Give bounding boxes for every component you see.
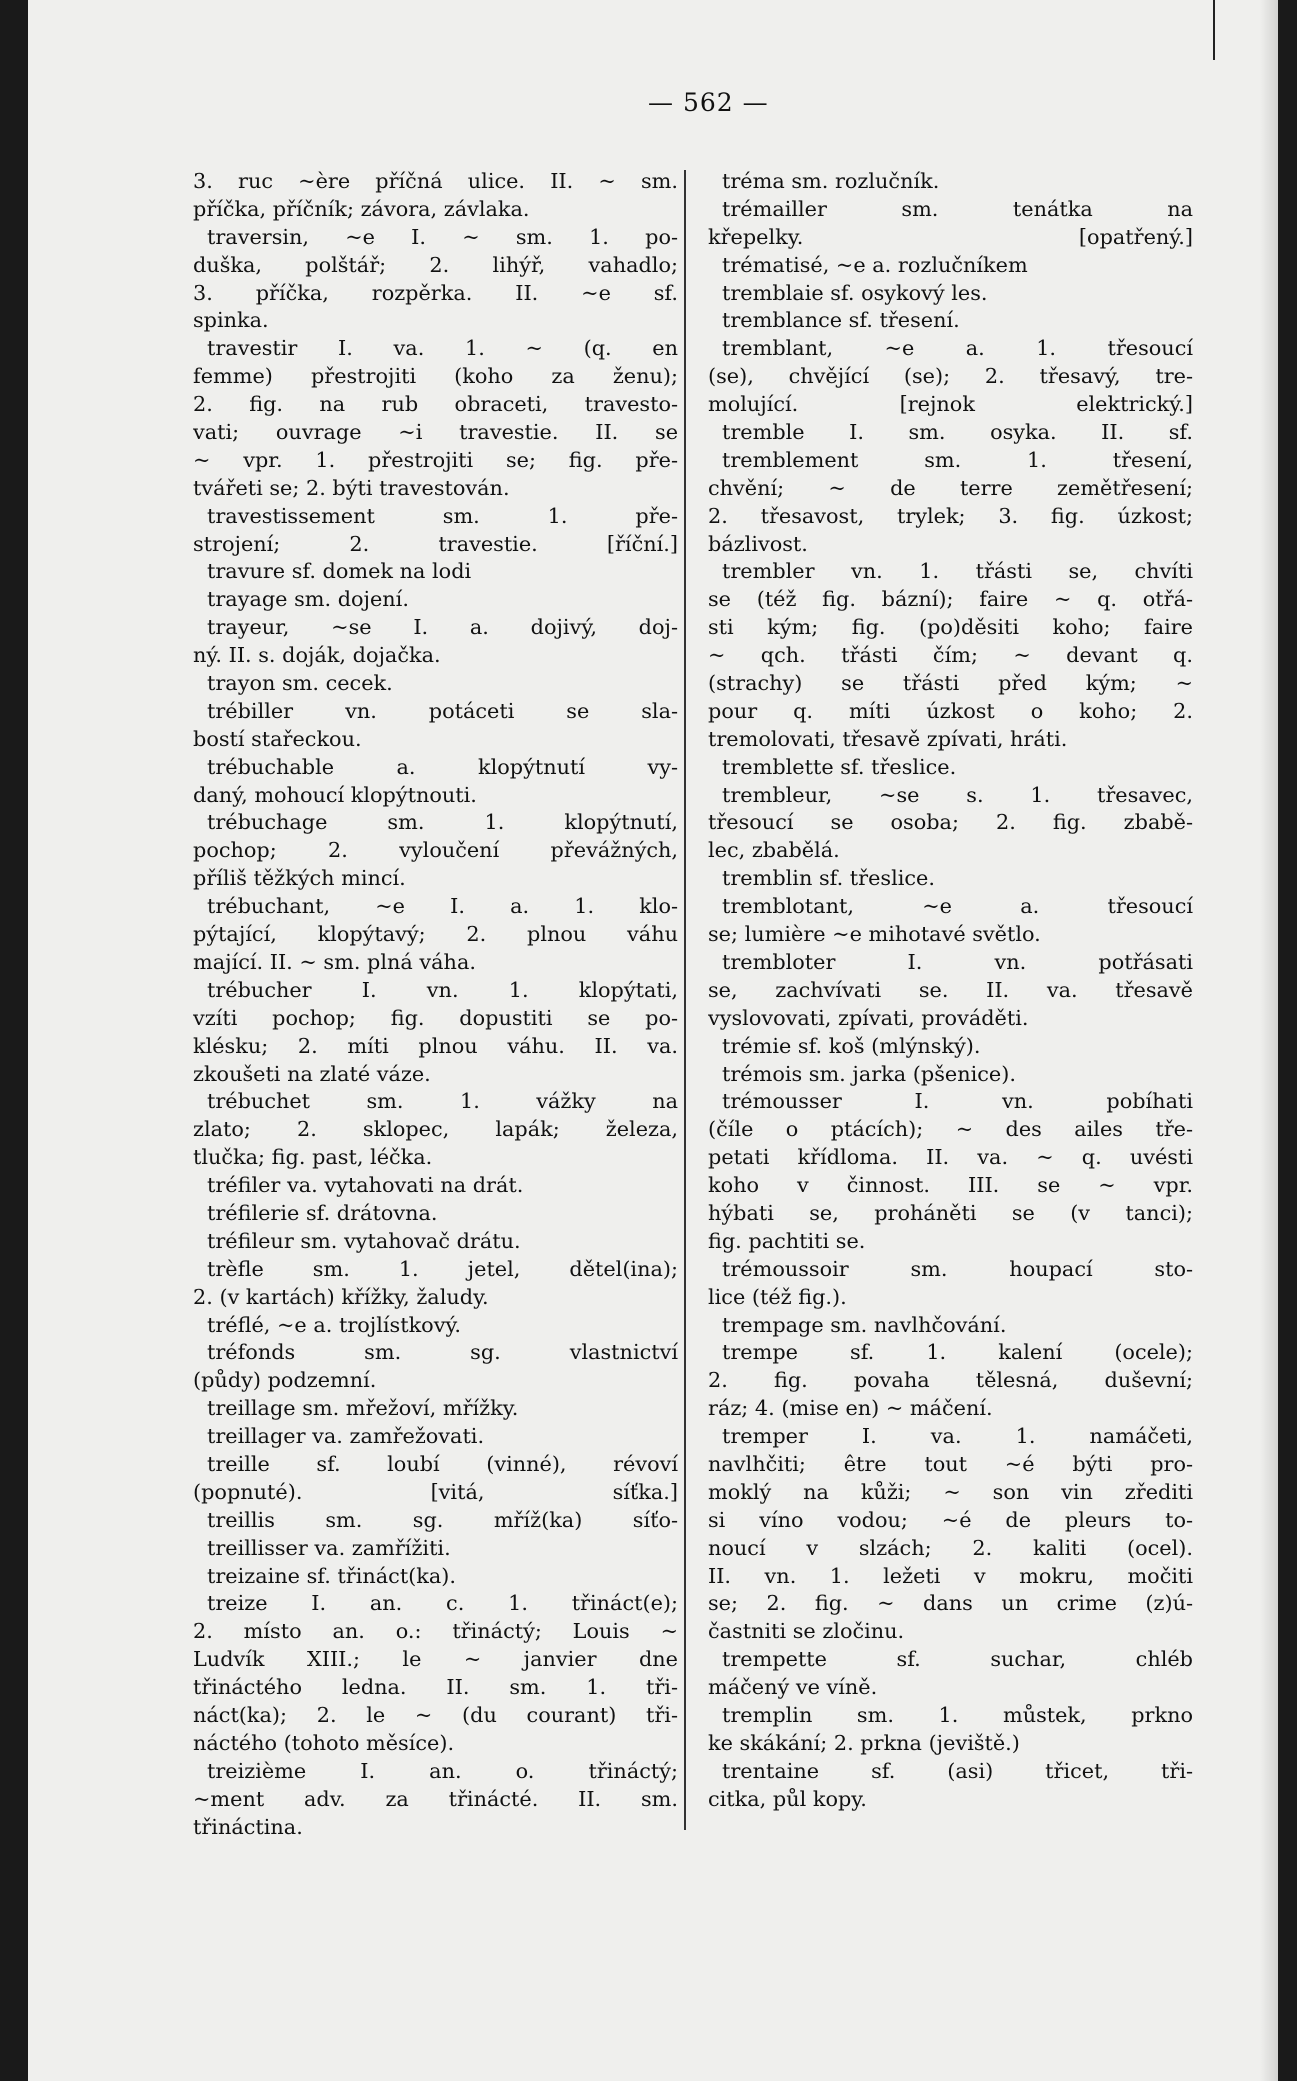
entry-headline: tremblance sf. třesení. <box>722 308 960 333</box>
entry-line: klésku; 2. míti plnou váhu. II. va. <box>193 1033 678 1058</box>
entry-line: třináctého ledna. II. sm. 1. tři- <box>193 1675 678 1700</box>
entry-headline: tréfonds sm. sg. vlastnictví <box>207 1340 678 1365</box>
entry-line: si víno vodou; ~é de pleurs to- <box>708 1507 1193 1532</box>
entry-headline: tremblotant, ~e a. třesoucí <box>722 894 1193 919</box>
entry-line: (strachy) se třásti před kým; ~ <box>708 671 1193 696</box>
entry-line: (číle o ptácích); ~ des ailes tře- <box>708 1117 1193 1142</box>
entry-headline: treillage sm. mřežoví, mřížky. <box>207 1396 519 1421</box>
entry-line: 2. třesavost, trylek; 3. fig. úzkost; <box>708 503 1193 528</box>
entry-line: vyslovovati, zpívati, prováděti. <box>708 1005 1029 1030</box>
entry-headline: trayeur, ~se I. a. dojivý, doj- <box>207 615 678 640</box>
entry-line: vati; ouvrage ~i travestie. II. se <box>193 420 678 445</box>
entry-line: se; lumière ~e mihotavé světlo. <box>708 922 1041 947</box>
column-divider <box>684 170 686 1830</box>
entry-headline: trématisé, ~e a. rozlučníkem <box>722 252 1028 277</box>
entry-headline: treize I. an. c. 1. třináct(e); <box>207 1591 678 1616</box>
entry-headline: tréma sm. rozlučník. <box>722 169 940 193</box>
entry-line: náctého (tohoto měsíce). <box>193 1730 455 1755</box>
entry-line: 2. fig. povaha tělesná, duševní; <box>708 1368 1193 1393</box>
entry-headline: traversin, ~e I. ~ sm. 1. po- <box>207 224 678 249</box>
entry-headline: trébiller vn. potáceti se sla- <box>207 698 678 723</box>
entry-headline: trempette sf. suchar, chléb <box>722 1647 1193 1672</box>
entry-line: pour q. míti úzkost o koho; 2. <box>708 698 1193 723</box>
right-column <box>708 168 1193 1814</box>
entry-line: molující. [rejnok elektrický.] <box>708 392 1193 417</box>
entry-headline: trembler vn. 1. třásti se, chvíti <box>722 559 1193 584</box>
entry-line: lice (též fig.). <box>708 1284 847 1309</box>
entry-line: lec, zbabělá. <box>708 838 840 863</box>
entry-line: Ludvík XIII.; le ~ janvier dne <box>193 1647 678 1672</box>
entry-headline: treillager va. zamřežovati. <box>207 1424 485 1449</box>
entry-line: pochop; 2. vyloučení převážných, <box>193 838 678 863</box>
entry-line: ~ qch. třásti čím; ~ devant q. <box>708 643 1193 668</box>
entry-headline: trémoussoir sm. houpací sto- <box>722 1256 1193 1281</box>
entry-headline: tréfileur sm. vytahovač drátu. <box>207 1228 521 1253</box>
entry-line: 2. fig. na rub obraceti, travesto- <box>193 392 678 417</box>
entry-line: koho v činnost. III. se ~ vpr. <box>708 1173 1193 1198</box>
entry-headline: treillisser va. zamřížiti. <box>207 1535 451 1560</box>
entry-headline: tremblette sf. třeslice. <box>722 754 957 779</box>
entry-headline: trentaine sf. (asi) třicet, tři- <box>722 1758 1193 1783</box>
dictionary-page <box>28 0 1278 2081</box>
entry-line: strojení; 2. travestie. [říční.] <box>193 531 678 556</box>
entry-line: ~ vpr. 1. přestrojiti se; fig. pře- <box>193 447 678 472</box>
entry-line: daný, mohoucí klopýtnouti. <box>193 782 477 807</box>
entry-line: citka, půl kopy. <box>708 1786 867 1811</box>
left-column <box>193 168 678 1841</box>
entry-line: 3. ruc ~ère příčná ulice. II. ~ sm. <box>193 169 678 193</box>
entry-headline: trémousser I. vn. pobíhati <box>722 1089 1193 1114</box>
entry-headline: trembleur, ~se s. 1. třesavec, <box>722 782 1193 807</box>
entry-line: tlučka; fig. past, léčka. <box>193 1145 433 1170</box>
entry-headline: tremblant, ~e a. 1. třesoucí <box>722 336 1193 361</box>
entry-line: 2. místo an. o.: třináctý; Louis ~ <box>193 1619 678 1644</box>
entry-line: příčka, příčník; závora, závlaka. <box>193 196 530 221</box>
entry-headline: treizième I. an. o. třináctý; <box>207 1758 678 1783</box>
entry-headline: trébuchage sm. 1. klopýtnutí, <box>207 810 678 835</box>
entry-headline: treizaine sf. třináct(ka). <box>207 1563 457 1588</box>
entry-line: 3. příčka, rozpěrka. II. ~e sf. <box>193 280 678 305</box>
entry-headline: tremblaie sf. osykový les. <box>722 280 988 305</box>
entry-headline: treille sf. loubí (vinné), révoví <box>207 1451 678 1476</box>
entry-line: II. vn. 1. ležeti v mokru, močiti <box>708 1563 1193 1588</box>
entry-line: ~ment adv. za třinácté. II. sm. <box>193 1786 678 1811</box>
entry-headline: trèfle sm. 1. jetel, dětel(ina); <box>207 1256 678 1281</box>
entry-line: ke skákání; 2. prkna (jeviště.) <box>708 1730 1020 1755</box>
entry-line: častniti se zločinu. <box>708 1619 905 1644</box>
entry-line: bázlivost. <box>708 531 808 556</box>
entry-line: tvářeti se; 2. býti travestován. <box>193 475 510 500</box>
entry-line: (se), chvějící (se); 2. třesavý, tre- <box>708 364 1193 389</box>
entry-line: se; 2. fig. ~ dans un crime (z)ú- <box>708 1591 1193 1616</box>
entry-headline: trémie sf. koš (mlýnský). <box>722 1033 981 1058</box>
entry-line: fig. pachtiti se. <box>708 1228 866 1253</box>
entry-line: moklý na kůži; ~ son vin zřediti <box>708 1479 1193 1504</box>
entry-headline: trébuchable a. klopýtnutí vy- <box>207 754 678 779</box>
entry-headline: tremper I. va. 1. namáčeti, <box>722 1424 1193 1449</box>
entry-line: třesoucí se osoba; 2. fig. zbabě- <box>708 810 1193 835</box>
entry-line: máčený ve víně. <box>708 1675 878 1700</box>
entry-line: petati křídloma. II. va. ~ q. uvésti <box>708 1145 1193 1170</box>
entry-line: třináctina. <box>193 1814 303 1839</box>
entry-headline: travestissement sm. 1. pře- <box>207 503 678 528</box>
entry-line: náct(ka); 2. le ~ (du courant) tři- <box>193 1702 678 1727</box>
entry-headline: tréfiler va. vytahovati na drát. <box>207 1173 524 1198</box>
page-crease-shadow <box>1260 0 1278 2081</box>
entry-line: ráz; 4. (mise en) ~ máčení. <box>708 1396 993 1421</box>
entry-headline: trayon sm. cecek. <box>207 671 393 696</box>
entry-line: duška, polštář; 2. lihýř, vahadlo; <box>193 252 678 277</box>
entry-line: příliš těžkých mincí. <box>193 866 406 891</box>
entry-headline: tremplin sm. 1. můstek, prkno <box>722 1702 1193 1727</box>
entry-headline: treillis sm. sg. mříž(ka) síťo- <box>207 1507 678 1532</box>
entry-headline: trémois sm. jarka (pšenice). <box>722 1061 1016 1086</box>
entry-line: se, zachvívati se. II. va. třesavě <box>708 977 1193 1002</box>
entry-line: sti kým; fig. (po)děsiti koho; faire <box>708 615 1193 640</box>
entry-line: vzíti pochop; fig. dopustiti se po- <box>193 1005 678 1030</box>
entry-headline: trempe sf. 1. kalení (ocele); <box>722 1340 1193 1365</box>
entry-headline: tremble I. sm. osyka. II. sf. <box>722 420 1193 445</box>
entry-headline: travestir I. va. 1. ~ (q. en <box>207 336 678 361</box>
entry-line: chvění; ~ de terre zemětřesení; <box>708 475 1193 500</box>
entry-headline: tremblement sm. 1. třesení, <box>722 447 1193 472</box>
entry-line: navlhčiti; être tout ~é býti pro- <box>708 1451 1193 1476</box>
entry-line: (půdy) podzemní. <box>193 1368 377 1393</box>
entry-line: hýbati se, proháněti se (v tanci); <box>708 1200 1193 1225</box>
entry-headline: trayage sm. dojení. <box>207 587 409 612</box>
entry-headline: trémailler sm. tenátka na <box>722 196 1193 221</box>
entry-headline: trempage sm. navlhčování. <box>722 1312 1007 1337</box>
page-edge-mark <box>1213 0 1215 60</box>
entry-headline: tremblin sf. třeslice. <box>722 866 935 891</box>
entry-line: noucí v slzách; 2. kaliti (ocel). <box>708 1535 1193 1560</box>
entry-line: mající. II. ~ sm. plná váha. <box>193 949 476 974</box>
entry-line: (popnuté). [vitá, síťka.] <box>193 1479 678 1504</box>
entry-line: bostí stařeckou. <box>193 726 362 751</box>
entry-line: 2. (v kartách) křížky, žaludy. <box>193 1284 489 1309</box>
entry-line: spinka. <box>193 308 269 333</box>
entry-line: femme) přestrojiti (koho za ženu); <box>193 364 678 389</box>
entry-headline: tréflé, ~e a. trojlístkový. <box>207 1312 462 1337</box>
entry-headline: trébuchet sm. 1. vážky na <box>207 1089 678 1114</box>
entry-line: ný. II. s. doják, dojačka. <box>193 643 441 668</box>
entry-line: zkoušeti na zlaté váze. <box>193 1061 431 1086</box>
entry-line: se (též fig. bázní); faire ~ q. otřá- <box>708 587 1193 612</box>
entry-headline: trembloter I. vn. potřásati <box>722 949 1193 974</box>
page-number: — 562 — <box>648 88 769 117</box>
entry-line: tremolovati, třesavě zpívati, hráti. <box>708 726 1068 751</box>
entry-headline: travure sf. domek na lodi <box>207 559 472 584</box>
entry-headline: trébucher I. vn. 1. klopýtati, <box>207 977 678 1002</box>
entry-line: zlato; 2. sklopec, lapák; železa, <box>193 1117 678 1142</box>
entry-line: pýtající, klopýtavý; 2. plnou váhu <box>193 922 678 947</box>
entry-headline: trébuchant, ~e I. a. 1. klo- <box>207 894 678 919</box>
entry-line: křepelky. [opatřený.] <box>708 224 1193 249</box>
entry-headline: tréfilerie sf. drátovna. <box>207 1200 438 1225</box>
